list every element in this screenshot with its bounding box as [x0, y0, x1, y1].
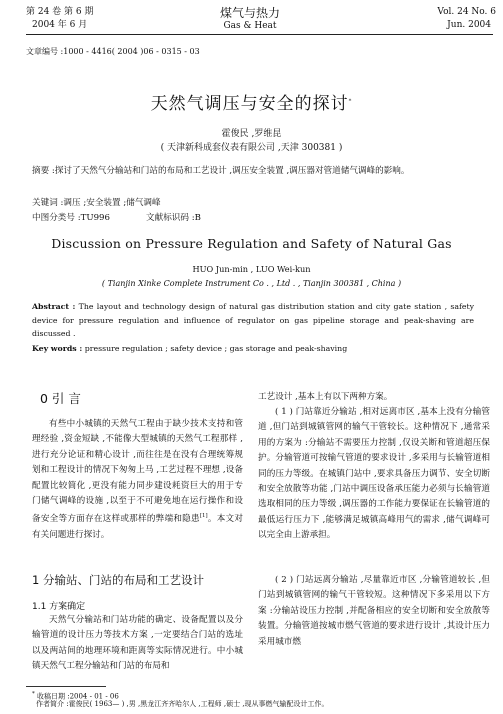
subsection-1-1-title: 1.1 方案确定 — [32, 602, 86, 612]
abstract-en-label: Abstract : — [32, 302, 76, 311]
section-0-text: 有些中小城镇的天然气工程由于缺少技术支持和管理经验 ,资金短缺 ,不能像大型城镇的天然气工程那样 ,进行充分论证和精心设计 ,而往往是在没有合理统筹规划和工程设计的情况下匆匆上马 ,工艺过程不理想 ,设备配置比较简化 ,更没有能力同步建设耗资巨大的用于专门储气调峰的设施 ,以至于不可避免地在运行操作和设备安全等方面存在这样或那样的弊端和隐患 — [32, 419, 243, 525]
header-rule — [26, 34, 493, 35]
authors-en: HUO Jun-min , LUO Wei-kun — [192, 264, 311, 274]
title-cn-text: 天然气调压与安全的探讨 — [150, 94, 349, 114]
footnote-author: 作者简介 :霍俊民( 1963— ) ,男 ,黑龙江齐齐哈尔人 ,工程师 ,硕士 ,现从事燃气输配设计工作。 — [36, 700, 329, 708]
scheme-2-paragraph: ( 2 ) 门站远离分输站 ,尽量靠近市区 ,分输管道较长 ,但门站到城镇管网的输气干管较短。这种情况下多采用以下方案 :分输站设压力控制 ,并配备相应的安全切断和安全放散等装置。分输管道按城市燃气管道的要求进行设计 ,其设计压力采用城市燃 — [258, 575, 490, 647]
volume-issue-left: 第 24 卷 第 6 期 — [26, 7, 94, 17]
journal-name-cn: 煤气与热力 — [219, 6, 280, 20]
section-0-title: 0 引 言 — [40, 391, 81, 406]
volume-issue-right: Vol. 24 No. 6 — [437, 7, 496, 17]
abstract-en-text: The layout and technology design of natural gas distribution station and city gate station , safety device for pressure regulation and influence of regulator on gas pipeline storage and peak-shaving are discussed . — [32, 302, 475, 338]
journal-name-en: Gas & Heat — [223, 21, 277, 31]
right-column-intro: 工艺设计 ,基本上有以下两种方案。 — [258, 392, 393, 402]
article-number: 文章编号 :1000 - 4416( 2004 )06 - 0315 - 03 — [26, 47, 200, 56]
date-right: Jun. 2004 — [447, 20, 491, 30]
section-0-body — [32, 417, 243, 543]
footnote-received-text: 收稿日期 :2004 - 01 - 06 — [36, 692, 119, 701]
affiliation-cn: ( 天津新科成套仪表有限公司 ,天津 300381 ) — [160, 143, 343, 153]
scheme-1-paragraph: ( 1 ) 门站靠近分输站 ,相对远离市区 ,基本上没有分输管道 ,但门站到城镇管网的输气干管较长。这种情况下 ,通常采用的方案为 :分输站不需要压力控制 ,仅设关断和管道超压保护。分输管道可按输气管道的要求设计 ,多采用与长输管道相同的压力等级。在城镇门站中 ,要求具备压力调节、安全切断和安全放散等功能 ,门站中调压设备承压能力必须与长输管道选取相同的压力等级 ,调压器的工作能力要保证在长输管道的最低运行压力下 ,能够满足城镇高峰用气的需求 ,储气调峰可以完全由上游承担。 — [258, 407, 490, 541]
keywords-en-text: pressure regulation ; safety device ; gas storage and peak-shaving — [84, 344, 348, 353]
title-en: Discussion on Pressure Regulation and Safety of Natural Gas — [51, 236, 452, 251]
date-left: 2004 年 6 月 — [32, 20, 88, 30]
section-1-title: 1 分输站、门站的布局和工艺设计 — [32, 573, 204, 587]
keywords-cn: 关键词 :调压 ;安全装置 ;储气调峰 — [32, 198, 161, 208]
keywords-en-label: Key words : — [32, 344, 83, 353]
title-footnote-mark: * — [348, 98, 353, 105]
classification-number: 中图分类号 :TU996 — [32, 213, 110, 223]
abstract-cn: 摘要 :探讨了天然气分输站和门站的布局和工艺设计 ,调压安全装置 ,调压器对管道储气调峰的影响。 — [32, 166, 410, 176]
subsection-1-1-body: 天然气分输站和门站功能的确定、设备配置以及分输管道的设计压力等技术方案 ,一定要结合门站的选址以及两站间的地理环境和距离等实际情况进行。中小城镇天然气工程分输站和门站的布局和 — [32, 615, 243, 672]
reference-1: [1] — [199, 513, 208, 520]
abstract-en — [32, 300, 474, 341]
document-code: 文献标识码 :B — [146, 213, 201, 223]
affiliation-en: ( Tianjin Xinke Complete Instrument Co . , Ltd . , Tianjin 300381 , China ) — [101, 279, 402, 288]
footnote-mark: * — [32, 691, 35, 697]
section-0-tail: 。本文对有关问题进行探讨。 — [32, 514, 243, 540]
authors-cn: 霍俊民 ,罗维昆 — [221, 129, 282, 139]
title-cn — [0, 89, 503, 114]
keywords-en — [32, 344, 474, 353]
footnote-rule — [26, 686, 106, 687]
